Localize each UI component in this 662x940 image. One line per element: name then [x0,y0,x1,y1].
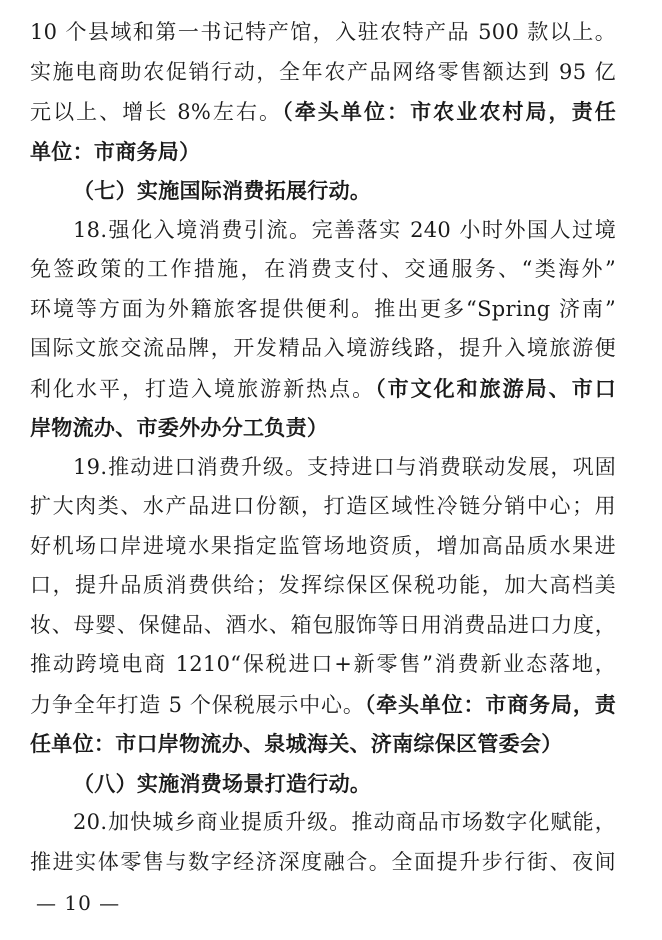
line-text: 20.加快城乡商业提质升级。推动商品市场数字化赋能， [73,810,616,834]
line-text: 扩大肉类、水产品进口份额，打造区域性冷链分销中心；用 [30,494,616,518]
text-line [30,132,616,172]
text-line [30,724,616,764]
line-text: 10 个县域和第一书记特产馆，入驻农特产品 500 款以上。 [30,20,616,44]
text-line [30,329,616,369]
section-heading [30,171,616,211]
line-text: 口，提升品质消费供给；发挥综保区保税功能，加大高档美 [30,573,616,597]
text-line [30,843,616,883]
text-line [30,13,616,53]
line-text: 推动跨境电商 1210“保税进口+新零售”消费新业态落地， [30,652,616,676]
text-line [30,487,616,527]
text-line [30,250,616,290]
text-line [30,408,616,448]
text-line [30,211,616,251]
text-line [30,369,616,409]
line-text: 妆、母婴、保健品、酒水、箱包服饰等日用消费品进口力度， [30,612,616,637]
text-line [30,566,616,606]
text-line [30,92,616,132]
line-text: 18.强化入境消费引流。完善落实 240 小时外国人过境 [73,217,616,242]
text-line [30,53,616,93]
section-heading-text: （八）实施消费场景打造行动。 [73,770,372,796]
text-line [30,606,616,646]
page-number: — 10 — [36,891,121,915]
text-line [30,645,616,685]
line-text: 19.推动进口消费升级。支持进口与消费联动发展，巩固 [73,454,616,479]
responsible-unit-text: 岸物流办、市委外办分工负责） [30,415,329,440]
line-text: 环境等方面为外籍旅客提供便利。推出更多“Spring 济南” [30,296,616,321]
line-text: 力争全年打造 5 个保税展示中心。 [30,692,365,717]
responsible-unit-text: （牵头单位：市农业农村局，责任 [282,99,616,124]
text-line [30,685,616,725]
body-text [30,13,616,882]
responsible-unit-text: （牵头单位：市商务局，责 [364,691,616,717]
line-text: 利化水平，打造入境旅游新热点。 [30,376,376,401]
section-heading [30,764,616,804]
responsible-unit-text: 单位：市商务局） [30,138,201,164]
section-heading-text: （七）实施国际消费拓展行动。 [73,178,372,203]
line-text: 好机场口岸进境水果指定监管场地资质，增加高品质水果进 [30,533,616,558]
text-line [30,803,616,843]
line-text: 免签政策的工作措施，在消费支付、交通服务、“类海外” [30,257,616,281]
line-text: 实施电商助农促销行动，全年农产品网络零售额达到 95 亿 [30,59,616,84]
text-line [30,290,616,330]
line-text: 推进实体零售与数字经济深度融合。全面提升步行街、夜间 [30,849,616,874]
responsible-unit-text: 任单位：市口岸物流办、泉城海关、济南综保区管委会） [30,731,563,756]
line-text: 元以上、增长 8%左右。 [30,100,283,124]
text-line [30,448,616,488]
text-line [30,527,616,567]
line-text: 国际文旅交流品牌，开发精品入境游线路，提升入境旅游便 [30,336,616,360]
responsible-unit-text: （市文化和旅游局、市口 [375,375,616,401]
